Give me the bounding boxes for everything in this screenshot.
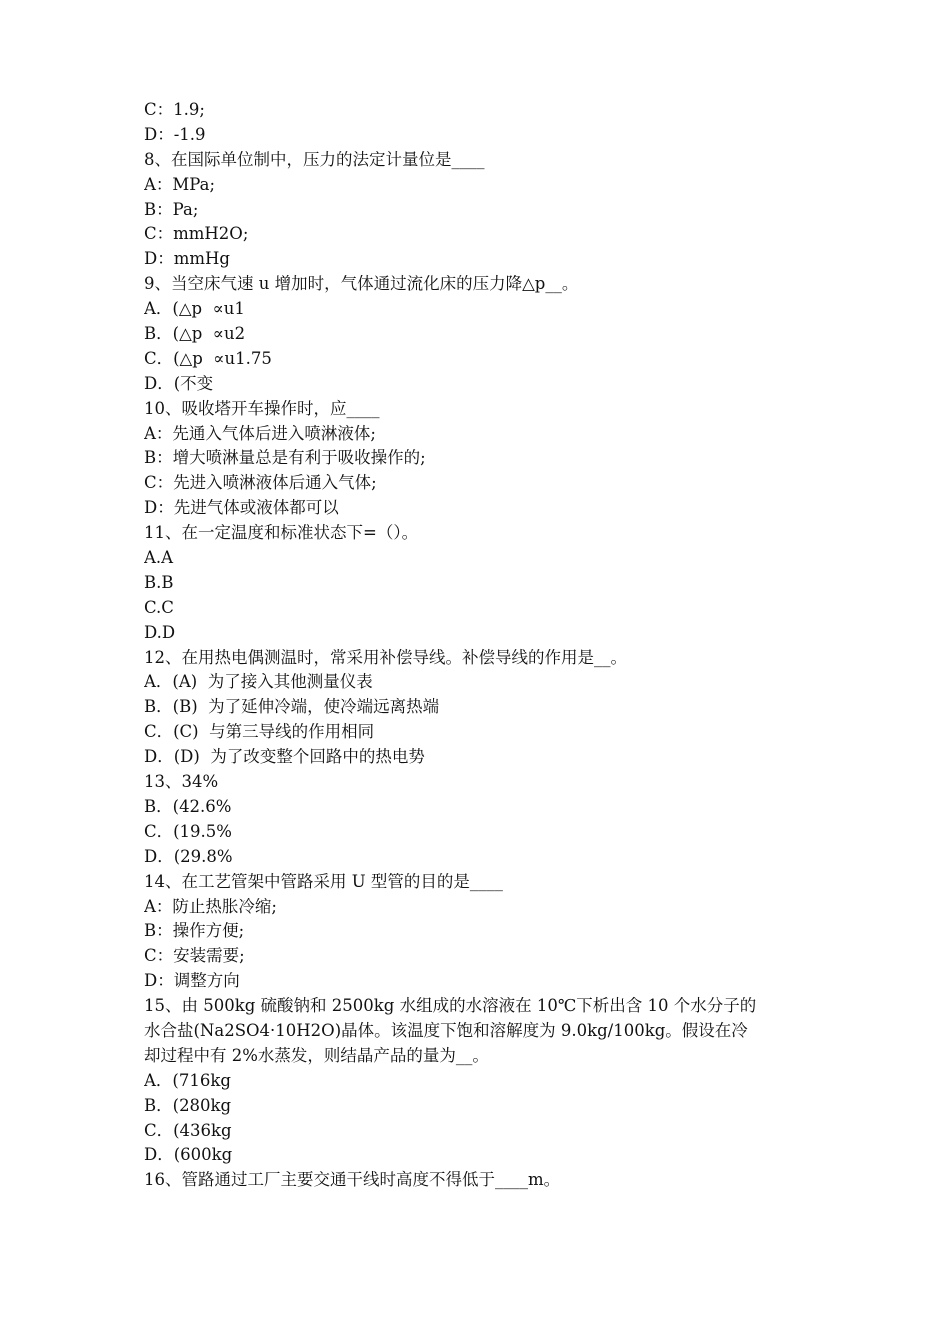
text-line: C：1.9;	[144, 100, 205, 119]
option-c: C．(C) 与第三导线的作用相同	[144, 722, 375, 742]
option-d: D．(D) 为了改变整个回路中的热电势	[144, 747, 425, 767]
document-body	[144, 98, 812, 1193]
option-b: B．(△p ∝u2	[144, 324, 246, 344]
question-15	[144, 994, 812, 1069]
option-a: A：先通入气体后进入喷淋液体;	[144, 423, 376, 443]
option-d: D：mmHg	[144, 249, 230, 269]
option-d: D．(600kg	[144, 1145, 233, 1165]
question-10: 10、吸收塔开车操作时，应____	[144, 398, 380, 418]
option-b: B：增大喷淋量总是有利于吸收操作的;	[144, 448, 426, 468]
question-15-line: 15、由 500kg 硫酸钠和 2500kg 水组成的水溶液在 10℃下析出含 10 个水分子的	[144, 996, 757, 1016]
option-c: C.C	[144, 597, 174, 617]
option-b: B．(280kg	[144, 1095, 232, 1115]
option-c: C：mmH2O;	[144, 224, 249, 244]
option-b: B．(B) 为了延伸冷端，使冷端远离热端	[144, 697, 440, 717]
option-b: B：操作方便;	[144, 921, 245, 941]
question-11: 11、在一定温度和标准状态下=（）。	[144, 523, 419, 543]
option-c: C．(19.5%	[144, 821, 232, 841]
question-15-line: 却过程中有 2%水蒸发，则结晶产品的量为__。	[144, 1045, 489, 1065]
option-d: D：调整方向	[144, 971, 240, 991]
question-16: 16、管路通过工厂主要交通干线时高度不得低于____m。	[144, 1170, 561, 1190]
option-a: A：防止热胀冷缩;	[144, 896, 277, 916]
option-a: A：MPa;	[144, 174, 216, 194]
question-15-line: 水合盐(Na2SO4·10H2O)晶体。该温度下饱和溶解度为 9.0kg/100kg。假设在冷	[144, 1020, 748, 1040]
option-d: D.D	[144, 622, 176, 642]
option-c: C．(436kg	[144, 1120, 232, 1140]
option-d: D：先进气体或液体都可以	[144, 498, 339, 518]
option-c: C：安装需要;	[144, 946, 245, 966]
option-c: C：先进入喷淋液体后通入气体;	[144, 473, 377, 493]
option-b: B.B	[144, 572, 174, 592]
option-b: B：Pa;	[144, 199, 199, 219]
option-d: D．(29.8%	[144, 846, 233, 866]
option-a: A．(△p ∝u1	[144, 299, 245, 319]
question-8: 8、在国际单位制中，压力的法定计量位是____	[144, 149, 485, 169]
option-d: D．(不变	[144, 373, 214, 393]
question-12: 12、在用热电偶测温时，常采用补偿导线。补偿导线的作用是__。	[144, 647, 627, 667]
option-a: A．(A) 为了接入其他测量仪表	[144, 672, 373, 692]
question-14: 14、在工艺管架中管路采用 U 型管的目的是____	[144, 871, 503, 891]
option-a: A．(716kg	[144, 1070, 231, 1090]
text-line: D：-1.9	[144, 124, 206, 144]
option-c: C．(△p ∝u1.75	[144, 348, 272, 368]
option-b: B．(42.6%	[144, 796, 232, 816]
option-a: A.A	[144, 548, 174, 568]
question-13: 13、34%	[144, 772, 219, 792]
question-9: 9、当空床气速 u 增加时，气体通过流化床的压力降△p__。	[144, 274, 579, 294]
